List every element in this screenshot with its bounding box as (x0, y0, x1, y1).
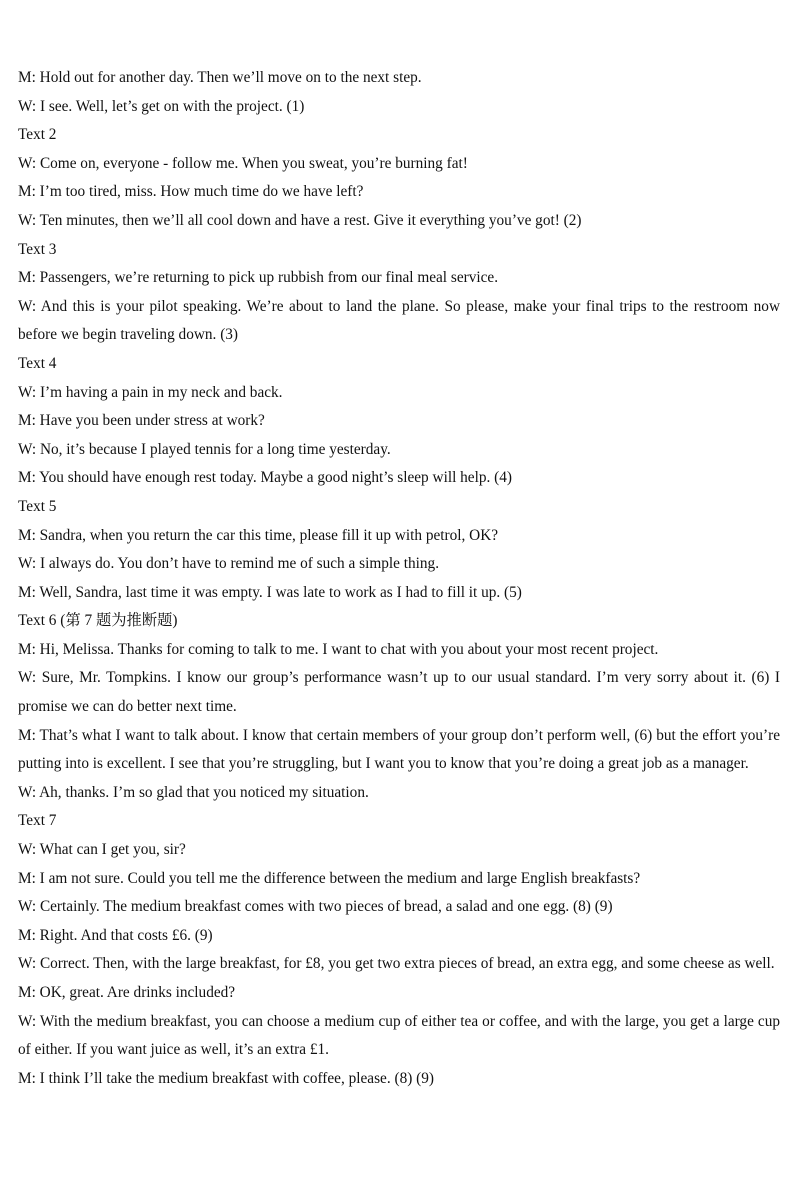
dialogue-line: W: Ah, thanks. I’m so glad that you noticed my situation. (18, 783, 369, 801)
section-heading: Text 7 (18, 812, 57, 830)
dialogue-line: W: With the medium breakfast, you can choose a medium cup of either tea or coffee, and with the large, you get a large cup of either. If you want juice as well, it’s an extra £1. (18, 1012, 780, 1059)
dialogue-line: M: That’s what I want to talk about. I know that certain members of your group don’t perform well, (6) but the effort you’re putting into is excellent. I see that you’re struggling, but I want you to know that you’re doing a great job as a manager. (18, 726, 780, 773)
dialogue-line: M: Sandra, when you return the car this time, please fill it up with petrol, OK? (18, 526, 499, 544)
dialogue-line: M: You should have enough rest today. Maybe a good night’s sleep will help. (4) (18, 469, 512, 487)
dialogue-line: M: Have you been under stress at work? (18, 412, 265, 430)
dialogue-line: M: I’m too tired, miss. How much time do we have left? (18, 183, 364, 201)
dialogue-line: W: I see. Well, let’s get on with the project. (1) (18, 97, 305, 115)
section-heading: Text 4 (18, 354, 57, 372)
section-heading: Text 3 (18, 240, 57, 258)
dialogue-line: W: I always do. You don’t have to remind me of such a simple thing. (18, 555, 440, 573)
dialogue-line: M: I am not sure. Could you tell me the difference between the medium and large English breakfasts? (18, 869, 641, 887)
section-heading: Text 5 (18, 497, 57, 515)
dialogue-line: W: Correct. Then, with the large breakfast, for £8, you get two extra pieces of bread, an extra egg, and some cheese as well. (18, 955, 775, 973)
dialogue-line: W: What can I get you, sir? (18, 841, 186, 859)
dialogue-line: M: Hold out for another day. Then we’ll move on to the next step. (18, 69, 422, 86)
transcript-page (0, 64, 800, 1093)
dialogue-line: W: Sure, Mr. Tompkins. I know our group’s performance wasn’t up to our usual standard. I’m very sorry about it. (6) I promise we can do better next time. (18, 669, 780, 716)
section-heading: Text 2 (18, 126, 57, 144)
dialogue-line: W: No, it’s because I played tennis for a long time yesterday. (18, 440, 391, 458)
dialogue-line: W: Ten minutes, then we’ll all cool down and have a rest. Give it everything you’ve got! (2) (18, 211, 582, 229)
dialogue-line: W: Certainly. The medium breakfast comes with two pieces of bread, a salad and one egg. (8) (9) (18, 898, 613, 916)
dialogue-line: M: OK, great. Are drinks included? (18, 984, 236, 1001)
dialogue-line: M: I think I’ll take the medium breakfast with coffee, please. (8) (9) (18, 1069, 434, 1087)
dialogue-line: M: Well, Sandra, last time it was empty. I was late to work as I had to fill it up. (5) (18, 583, 522, 601)
dialogue-line: W: And this is your pilot speaking. We’re about to land the plane. So please, make your final trips to the restroom now before we begin traveling down. (3) (18, 297, 780, 344)
dialogue-line: M: Passengers, we’re returning to pick up rubbish from our final meal service. (18, 269, 499, 287)
dialogue-line: W: Come on, everyone - follow me. When you sweat, you’re burning fat! (18, 154, 468, 172)
dialogue-line: M: Right. And that costs £6. (9) (18, 926, 213, 944)
section-heading: Text 6 (第 7 题为推断题) (18, 612, 178, 630)
dialogue-line: M: Hi, Melissa. Thanks for coming to talk to me. I want to chat with you about your most recent project. (18, 640, 659, 658)
dialogue-line: W: I’m having a pain in my neck and back. (18, 383, 283, 401)
